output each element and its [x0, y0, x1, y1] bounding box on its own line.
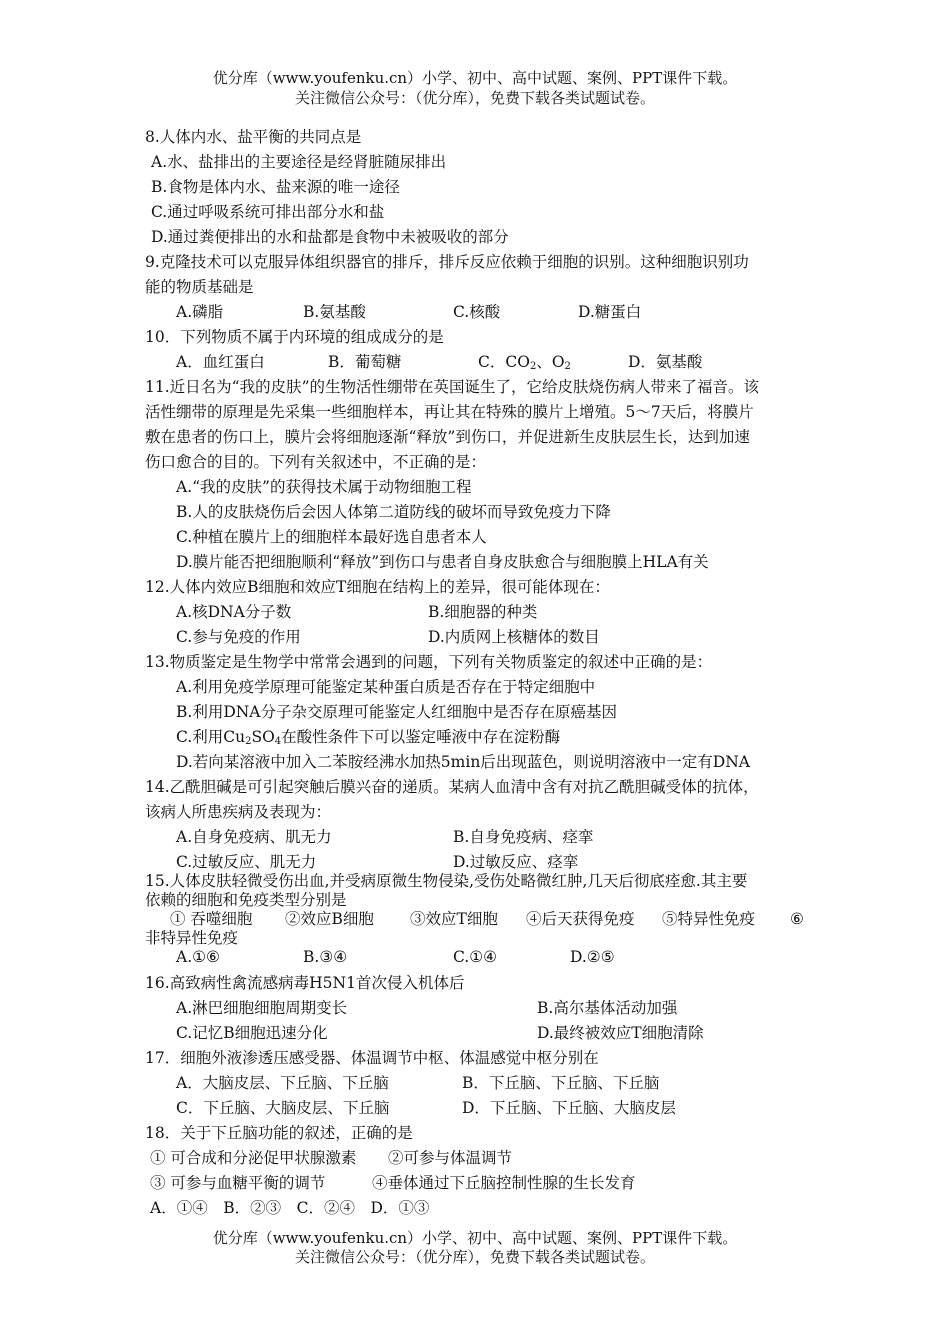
q15-item-2: ②效应B细胞 — [285, 910, 374, 928]
q13-option-c: C.利用$Cu_2SO_4$在酸性条件下可以鉴定唾液中存在淀粉酶 — [176, 728, 561, 747]
q12-option-a: A.核DNA分子数 — [176, 603, 292, 621]
q11-stem-4: 伤口愈合的目的。下列有关叙述中，不正确的是： — [145, 453, 487, 471]
q9-stem-2: 能的物质基础是 — [145, 278, 254, 296]
q18-item-4: ④垂体通过下丘脑控制性腺的生长发育 — [372, 1174, 636, 1192]
q18-stem: 18．关于下丘脑功能的叙述，正确的是 — [145, 1124, 413, 1142]
header-line-1: 优分库（www.youfenku.cn）小学、初中、高中试题、案例、PPT课件下载。 — [212, 69, 738, 87]
footer-line-2: 关注微信公众号：（优分库），免费下载各类试题试卷。 — [294, 1248, 655, 1266]
q11-option-a: A.“我的皮肤”的获得技术属于动物细胞工程 — [176, 478, 472, 496]
q16-option-b: B.高尔基体活动加强 — [537, 999, 678, 1017]
q16-option-d: D.最终被效应T细胞清除 — [537, 1024, 704, 1042]
q15-item-5: ⑤特异性免疫 — [662, 910, 756, 928]
q17-option-a: A．大脑皮层、下丘脑、下丘脑 — [176, 1074, 389, 1092]
q15-item-6-wrap: 非特异性免疫 — [145, 929, 239, 947]
q10-option-d: D．氨基酸 — [628, 353, 703, 371]
q15-option-a: A.①⑥ — [176, 948, 220, 966]
q13-stem: 13.物质鉴定是生物学中常常会遇到的问题，下列有关物质鉴定的叙述中正确的是： — [145, 653, 713, 671]
q11-stem-3: 敷在患者的伤口上，膜片会将细胞逐渐“释放”到伤口，并促进新生皮肤层生长，达到加速 — [145, 428, 750, 446]
q9-option-c: C.核酸 — [453, 303, 501, 321]
q12-stem: 12.人体内效应B细胞和效应T细胞在结构上的差异，很可能体现在： — [145, 578, 610, 596]
q8-option-b: B.食物是体内水、盐来源的唯一途径 — [151, 178, 400, 196]
q11-stem-2: 活性绷带的原理是先采集一些细胞样本，再让其在特殊的膜片上增殖。5～7天后，将膜片 — [145, 403, 754, 421]
q10-option-a: A．血红蛋白 — [176, 353, 265, 371]
q13-option-b: B.利用DNA分子杂交原理可能鉴定人红细胞中是否存在原癌基因 — [176, 703, 618, 721]
q14-option-c: C.过敏反应、肌无力 — [176, 853, 317, 871]
q15-stem-2: 依赖的细胞和免疫类型分别是 — [145, 891, 347, 909]
q11-stem-1: 11.近日名为“我的皮肤”的生物活性绷带在英国诞生了，它给皮肤烧伤病人带来了福音。该 — [145, 378, 760, 396]
q11-option-b: B.人的皮肤烧伤后会因人体第二道防线的破坏而导致免疫力下降 — [176, 503, 611, 521]
q14-option-a: A.自身免疫病、肌无力 — [176, 828, 332, 846]
q18-item-3: ③ 可参与血糖平衡的调节 — [150, 1174, 326, 1192]
q8-stem: 8.人体内水、盐平衡的共同点是 — [145, 128, 362, 146]
q17-stem: 17．细胞外液渗透压感受器、体温调节中枢、体温感觉中枢分别在 — [145, 1049, 599, 1067]
q11-option-c: C.种植在膜片上的细胞样本最好选自患者本人 — [176, 528, 487, 546]
q9-option-b: B.氨基酸 — [303, 303, 366, 321]
q18-item-2: ②可参与体温调节 — [388, 1149, 513, 1167]
q15-stem-1: 15.人体皮肤轻微受伤出血,并受病原微生物侵染,受伤处略微红肿,几天后彻底痊愈.其主要 — [145, 872, 748, 890]
q8-option-a: A.水、盐排出的主要途径是经肾脏随尿排出 — [151, 153, 447, 171]
q14-stem-2: 该病人所患疾病及表现为： — [145, 803, 332, 821]
q15-option-c: C.①④ — [453, 948, 498, 966]
q18-item-1: ① 可合成和分泌促甲状腺激素 — [150, 1149, 357, 1167]
q14-stem-1: 14.乙酰胆碱是可引起突触后膜兴奋的递质。某病人血清中含有对抗乙酰胆碱受体的抗体， — [145, 778, 759, 796]
q17-option-c: C．下丘脑、大脑皮层、下丘脑 — [176, 1099, 390, 1117]
footer-line-1: 优分库（www.youfenku.cn）小学、初中、高中试题、案例、PPT课件下载。 — [212, 1229, 738, 1247]
q18-answer-options: A．①④ B．②③ C．②④ D．①③ — [150, 1199, 430, 1217]
q11-option-d: D.膜片能否把细胞顺利“释放”到伤口与患者自身皮肤愈合与细胞膜上HLA有关 — [176, 553, 709, 571]
q8-option-c: C.通过呼吸系统可排出部分水和盐 — [151, 203, 385, 221]
q12-option-c: C.参与免疫的作用 — [176, 628, 301, 646]
q14-option-d: D.过敏反应、痉挛 — [453, 853, 579, 871]
q9-option-a: A.磷脂 — [176, 303, 224, 321]
q9-stem-1: 9.克隆技术可以克服异体组织器官的排斥，排斥反应依赖于细胞的识别。这种细胞识别功 — [145, 253, 749, 271]
q13-option-d: D.若向某溶液中加入二苯胺经沸水加热5min后出现蓝色，则说明溶液中一定有DNA — [176, 753, 750, 771]
q15-item-3: ③效应T细胞 — [410, 910, 498, 928]
q14-option-b: B.自身免疫病、痉挛 — [453, 828, 594, 846]
q9-option-d: D.糖蛋白 — [578, 303, 642, 321]
q15-item-4: ④后天获得免疫 — [526, 910, 635, 928]
q15-item-1: ① 吞噬细胞 — [170, 910, 253, 928]
q15-option-d: D.②⑤ — [570, 948, 615, 966]
q13-option-a: A.利用免疫学原理可能鉴定某种蛋白质是否存在于特定细胞中 — [176, 678, 596, 696]
q15-option-b: B.③④ — [303, 948, 348, 966]
q10-option-b: B．葡萄糖 — [328, 353, 402, 371]
q16-stem: 16.高致病性禽流感病毒H5N1首次侵入机体后 — [145, 974, 465, 992]
q12-option-b: B.细胞器的种类 — [428, 603, 538, 621]
q17-option-b: B．下丘脑、下丘脑、下丘脑 — [462, 1074, 660, 1092]
header-line-2: 关注微信公众号：（优分库），免费下载各类试题试卷。 — [294, 89, 655, 107]
q12-option-d: D.内质网上核糖体的数目 — [428, 628, 600, 646]
q16-option-a: A.淋巴细胞细胞周期变长 — [176, 999, 348, 1017]
q8-option-d: D.通过粪便排出的水和盐都是食物中未被吸收的部分 — [151, 228, 509, 246]
q10-stem: 10．下列物质不属于内环境的组成成分的是 — [145, 328, 444, 346]
q17-option-d: D．下丘脑、下丘脑、大脑皮层 — [462, 1099, 676, 1117]
q16-option-c: C.记忆B细胞迅速分化 — [176, 1024, 328, 1042]
q10-option-c: C．$CO_2$、$O_2$ — [478, 353, 571, 372]
q15-item-6: ⑥ — [790, 910, 804, 928]
